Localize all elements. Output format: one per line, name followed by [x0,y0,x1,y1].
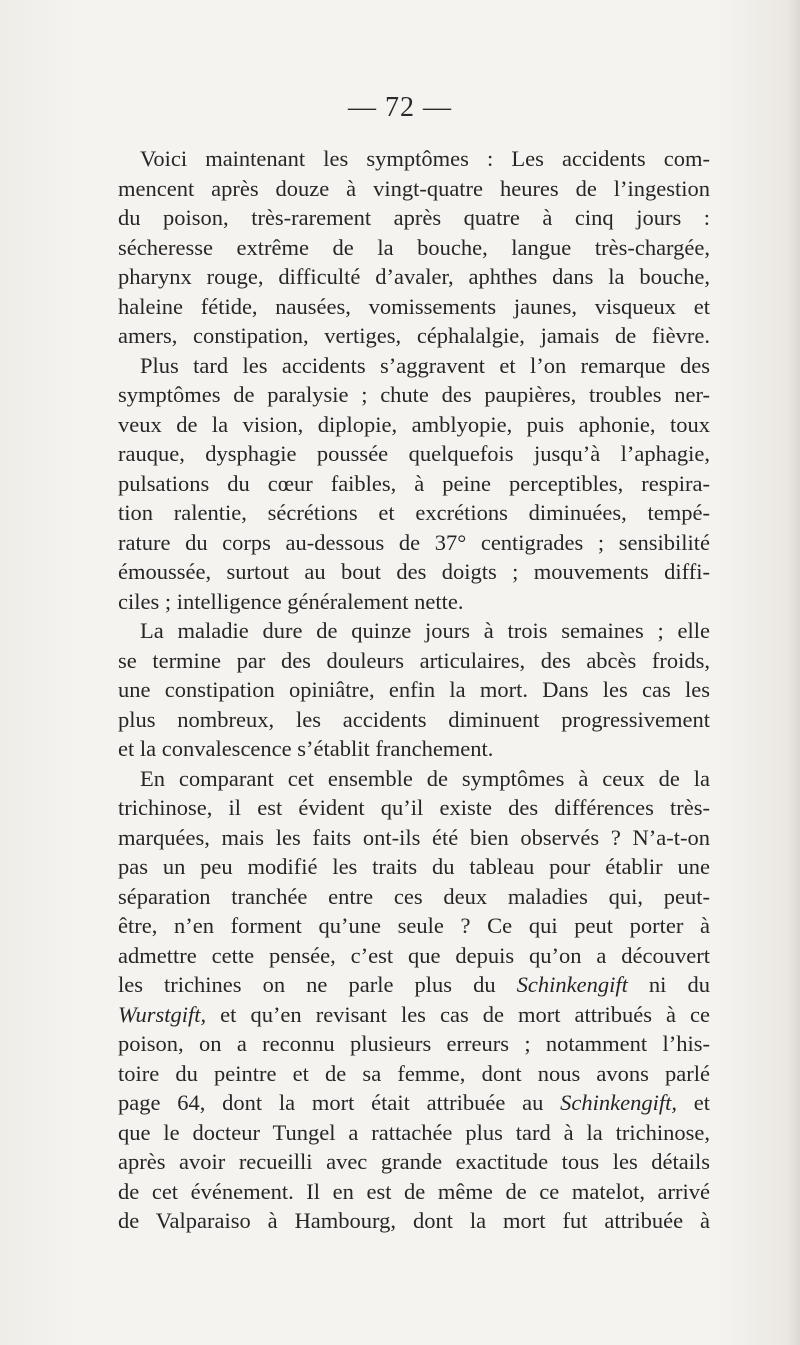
text-line: de cet événement. Il en est de même de ce matelot, arrivé [118,1178,710,1204]
italic-term: Schinkengift, [560,1090,677,1115]
text-line: être, n’en forment qu’une seule ? Ce qui peut porter à [118,913,710,938]
text-line: après avoir recueilli avec grande exactitude tous les détails [118,1149,710,1174]
text-line: pulsations du cœur faibles, à peine perceptibles, respira- [118,470,710,496]
text-segment: les trichines on ne parle plus du [118,972,517,997]
text-line: poison, on a reconnu plusieurs erreurs ; notamment l’his- [118,1031,710,1056]
text-line: plus nombreux, les accidents diminuent progressivement [118,706,710,732]
text-segment: page 64, dont la mort était attribuée au [118,1090,561,1115]
body-text [118,144,710,1236]
text-line: veux de la vision, diplopie, amblyopie, puis aphonie, toux [118,411,710,437]
text-segment: et qu’en revisant les cas de mort attribués à ce [206,1001,710,1027]
text-line: tion ralentie, sécrétions et excrétions diminuées, tempé- [118,500,710,525]
text-line: pharynx rouge, difficulté d’avaler, aphthes dans la bouche, [118,264,710,289]
text-line: et la convalescence s’établit franchement. [118,736,494,761]
text-line [118,970,710,1000]
text-line: une constipation opiniâtre, enfin la mort. Dans les cas les [118,677,710,702]
text-line: ciles ; intelligence généralement nette. [118,588,464,614]
text-line: La maladie dure de quinze jours à trois semaines ; elle [140,618,710,643]
text-line: marquées, mais les faits ont-ils été bien observés ? N’a-t-on [118,824,710,850]
page-number: — 72 — [348,92,452,123]
text-line: toire du peintre et de sa femme, dont nous avons parlé [118,1060,710,1086]
text-line: symptômes de paralysie ; chute des paupières, troubles ner- [118,382,710,407]
text-line: de Valparaiso à Hambourg, dont la mort fut attribuée à [118,1208,710,1233]
text-line: En comparant cet ensemble de symptômes à ceux de la [140,765,710,791]
text-line: sécheresse extrême de la bouche, langue très-chargée, [118,234,710,260]
text-segment: ni du [627,972,710,997]
italic-term: Wurstgift, [118,1001,207,1027]
text-line: se termine par des douleurs articulaires, des abcès froids, [118,647,710,673]
text-line: mencent après douze à vingt-quatre heures de l’ingestion [118,175,710,201]
text-line: rature du corps au-dessous de 37° centigrades ; sensibilité [118,529,710,555]
text-line: haleine fétide, nausées, vomissements jaunes, visqueux et [118,293,710,319]
text-line: admettre cette pensée, c’est que depuis qu’on a découvert [118,942,710,968]
italic-term: Schinkengift [516,972,628,997]
text-line [118,1000,710,1030]
text-line: du poison, très-rarement après quatre à cinq jours : [118,205,710,230]
text-line: pas un peu modifié les traits du tableau pour établir une [118,854,710,879]
text-line: que le docteur Tungel a rattachée plus tard à la trichinose, [118,1119,710,1145]
text-line: trichinose, il est évident qu’il existe des différences très- [118,795,710,820]
text-line: émoussée, surtout au bout des doigts ; mouvements diffi- [118,559,710,584]
text-line [118,1088,710,1118]
text-line: amers, constipation, vertiges, céphalalgie, jamais de fièvre. [118,323,710,348]
page-edge-shadow [786,0,800,1345]
text-line: séparation tranchée entre ces deux maladies qui, peut- [118,883,710,909]
text-line: rauque, dysphagie poussée quelquefois jusqu’à l’aphagie, [118,441,710,466]
text-line: Plus tard les accidents s’aggravent et l’on remarque des [140,352,710,378]
text-segment: et [676,1090,710,1115]
text-line: Voici maintenant les symptômes : Les accidents com- [140,146,710,171]
